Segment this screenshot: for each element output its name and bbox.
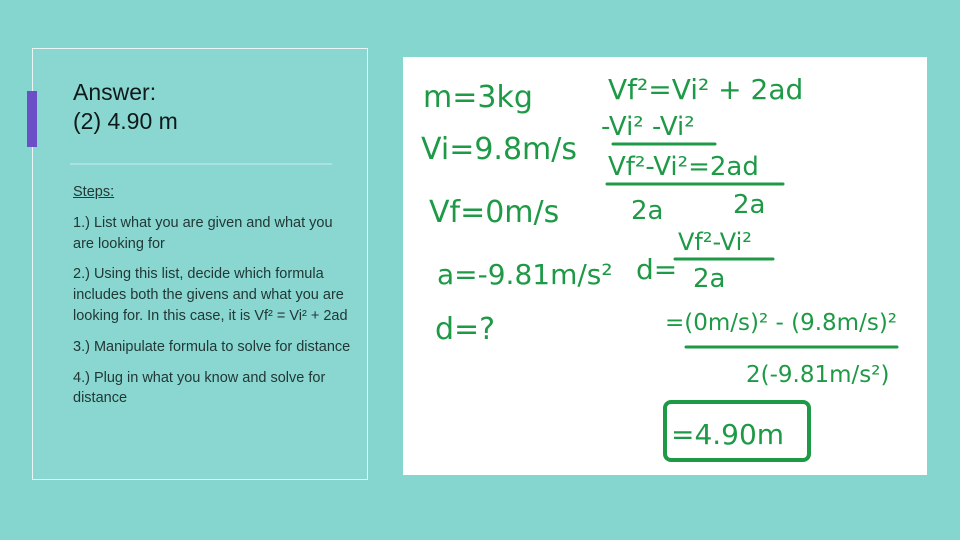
given-acceleration: a=-9.81m/s² [437, 258, 613, 291]
divide-right: 2a [733, 190, 766, 220]
equation-main: Vf²=Vi² + 2ad [608, 73, 804, 106]
given-mass: m=3kg [423, 80, 533, 115]
equation-subtract: -Vi² -Vi² [601, 112, 695, 142]
step-1: 1.) List what you are given and what you are looking for [73, 214, 333, 252]
step-3: 3.) Manipulate formula to solve for distance [73, 338, 351, 355]
substitution-denominator: 2(-9.81m/s²) [746, 362, 890, 388]
steps-heading: Steps: [73, 184, 115, 200]
substitution-numerator: =(0m/s)² - (9.8m/s)² [665, 310, 898, 336]
step-2: 2.) Using this list, decide which formula includes both the givens and what you are looking for. In this case, it is Vf² = Vi² + 2ad [73, 266, 348, 324]
d-label: d= [636, 253, 678, 286]
equation-rearranged: Vf²-Vi²=2ad [608, 152, 759, 182]
accent-bar [27, 91, 37, 147]
given-initial-velocity: Vi=9.8m/s [421, 132, 578, 167]
answer-value: =4.90m [671, 418, 785, 451]
whiteboard [403, 57, 927, 475]
whiteboard-drawing [403, 57, 927, 475]
d-numerator: Vf²-Vi² [678, 228, 752, 256]
steps-list [73, 182, 355, 419]
title-divider [70, 163, 332, 165]
d-denominator: 2a [693, 264, 726, 294]
step-4: 4.) Plug in what you know and solve for distance [73, 369, 326, 407]
given-final-velocity: Vf=0m/s [429, 195, 560, 230]
divide-left: 2a [631, 196, 664, 226]
slide-title [73, 78, 353, 136]
title-line-value: (2) 4.90 m [73, 108, 178, 134]
title-line-answer: Answer: [73, 79, 157, 105]
unknown-distance: d=? [435, 312, 496, 347]
